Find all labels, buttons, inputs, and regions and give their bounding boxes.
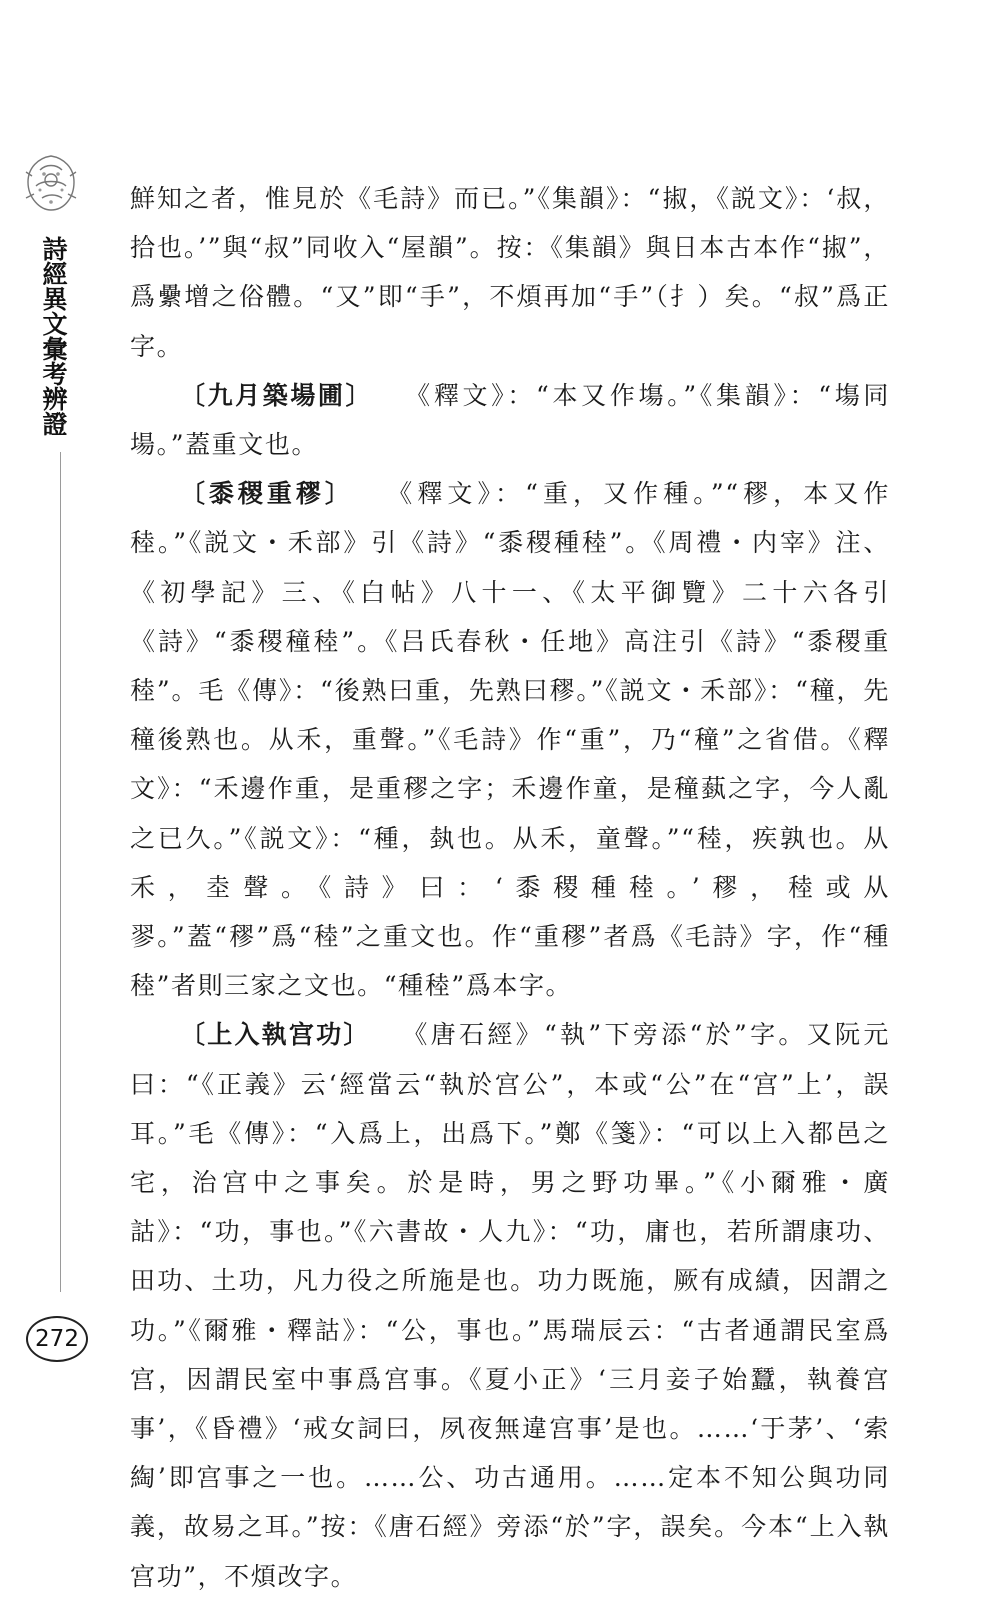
entry-heading: 〔九月築場圃〕 (180, 380, 374, 410)
main-text (130, 174, 890, 1601)
paragraph-text: 《唐石經》“執”下旁添“於”字。又阮元曰：“《正義》云‘經當云“執於宫公”，本或“公”在“宫”上’，誤耳。”毛《傳》：“入爲上，出爲下。”鄭《箋》：“可以上入都邑之宅，治宫中之事矣。於是時，男之野功畢。”《小爾雅・廣詁》：“功，事也。”《六書故・人九》：“功，庸也，若所謂康功、田功、土功，凡力役之所施是也。功力既施，厥有成績，因謂之功。”《爾雅・釋詁》：“公，事也。”馬瑞辰云：“古者通謂民室爲宫，因謂民室中事爲宫事。《夏小正》‘三月妾子始蠶，執養宫事’，《昏禮》‘戒女詞曰，夙夜無違宫事’是也。……‘于茅’、‘索綯’即宫事之一也。……公、功古通用。……定本不知公與功同義，故易之耳。”按：《唐石經》旁添“於”字，誤矣。今本“上入執宫功”，不煩改字。 (130, 1020, 890, 1591)
entry-paragraph (130, 469, 890, 1010)
margin-divider (60, 452, 61, 1292)
paragraph-text: 鮮知之者，惟見於《毛詩》而已。”《集韻》：“掓，《説文》：‘叔，拾也。’”與“叔”同收入“屋韻”。按：《集韻》與日本古本作“掓”，爲纍增之俗體。“又”即“手”，不煩再加“手”（扌）矣。“叔”爲正字。 (130, 184, 890, 361)
book-title-vertical: 詩經異文彙考辨證 (39, 236, 68, 436)
paragraph-text: 《釋文》：“本又作塲。”《集韻》：“塲同場。”蓋重文也。 (130, 380, 890, 460)
paragraph-text: 《釋文》：“重，又作種。”“穋，本又作稑。”《説文・禾部》引《詩》“黍稷種稑”。《周禮・内宰》注、《初學記》三、《白帖》八十一、《太平御覽》二十六各引《詩》“黍稷穜稑”。《吕氏春秋・任地》高注引《詩》“黍稷重稑”。毛《傳》：“後熟曰重，先熟曰穋。”《説文・禾部》：“穜，先穜後熟也。从禾，重聲。”《毛詩》作“重”，乃“穜”之省借。《釋文》：“禾邊作重，是重穋之字；禾邊作童，是穜蓺之字，今人亂之已久。”《説文》：“種，埶也。从禾，童聲。”“稑，疾孰也。从禾，坴聲。《詩》曰：‘黍稷種稑。’穋，稑或从翏。”蓋“穋”爲“稑”之重文也。作“重穋”者爲《毛詩》字，作“種稑”者則三家之文也。“種稑”爲本字。 (130, 479, 890, 1001)
entry-paragraph (130, 371, 890, 469)
paragraph-continuation (130, 174, 890, 371)
entry-heading: 〔黍稷重穋〕 (180, 479, 354, 509)
page-number: 272 (26, 1316, 88, 1362)
entry-paragraph (130, 1010, 890, 1600)
decorative-seal-ornament (20, 150, 82, 216)
entry-heading: 〔上入執宫功〕 (180, 1020, 371, 1050)
